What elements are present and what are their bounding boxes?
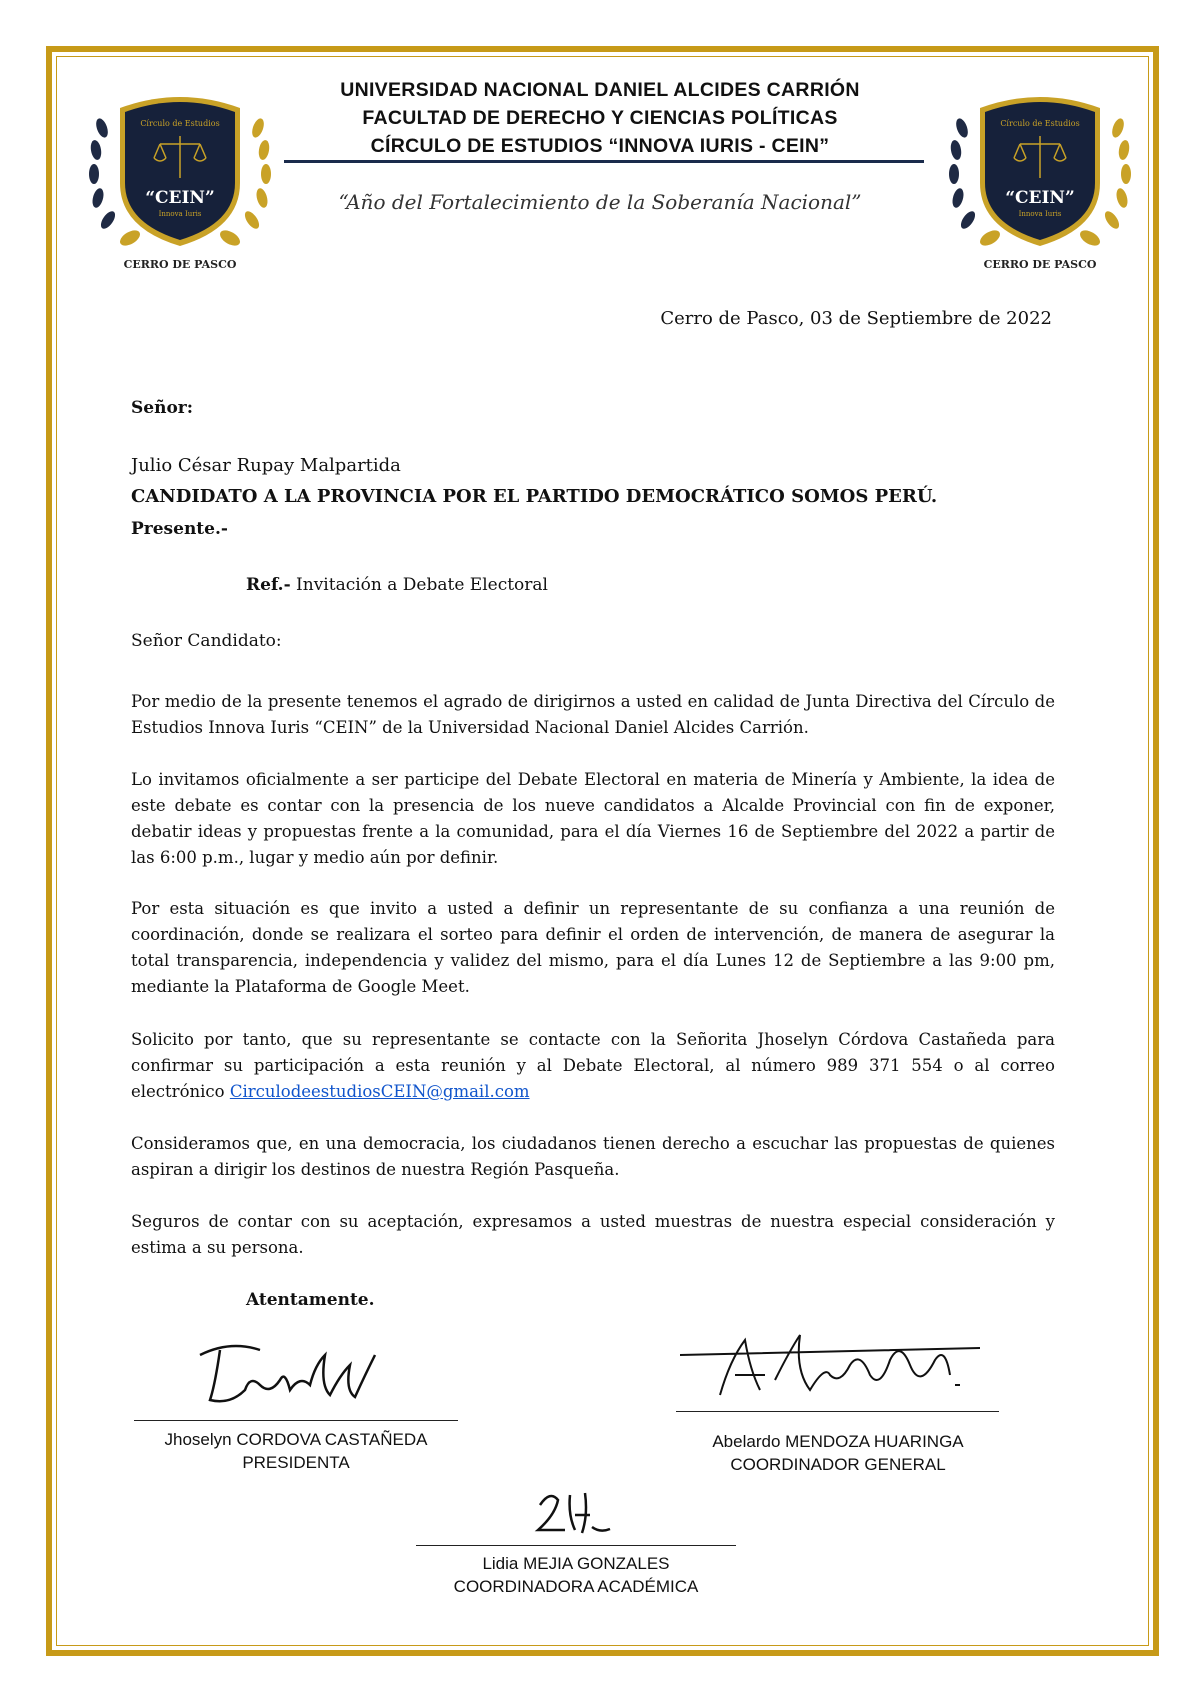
salutation: Señor: [131, 398, 194, 418]
signature-presidenta [190, 1335, 390, 1415]
logo-city-label: CERRO DE PASCO [983, 258, 1097, 271]
signatory-3-name: Lidia MEJIA GONZALES [482, 1554, 670, 1573]
signature-line-3 [416, 1545, 736, 1546]
cein-emblem-icon [80, 88, 280, 258]
signatory-2-name: Abelardo MENDOZA HUARINGA [712, 1432, 964, 1451]
signatory-1 [120, 1428, 472, 1474]
svg-text:Innova Iuris: Innova Iuris [1018, 210, 1062, 218]
logo-city-label: CERRO DE PASCO [123, 258, 237, 271]
recipient-name: Julio César Rupay Malpartida [131, 455, 401, 476]
paragraph-democracy: Consideramos que, en una democracia, los ciudadanos tienen derecho a escuchar las propuestas de quienes aspiran a dirigir los destinos de nuestra Región Pasqueña. [131, 1134, 1055, 1179]
signatory-3 [410, 1552, 742, 1598]
ref-label: Ref.- [246, 575, 291, 595]
paragraph-closing: Seguros de contar con su aceptación, expresamos a usted muestras de nuestra especial consideración y estima a su persona. [131, 1212, 1055, 1257]
svg-text:Círculo de Estudios: Círculo de Estudios [140, 119, 220, 128]
closing-line: Atentamente. [246, 1290, 375, 1310]
university-name: UNIVERSIDAD NACIONAL DANIEL ALCIDES CARRIÓN [340, 79, 860, 101]
signatory-3-role: COORDINADORA ACADÉMICA [453, 1577, 699, 1596]
svg-text:Círculo de Estudios: Círculo de Estudios [1000, 119, 1080, 128]
contact-text: Solicito por tanto, que su representante se contacte con la Señorita Jhoselyn Córdova Castañeda para confirmar su participación a esta reunión y al Debate Electoral, al número 989 371 554 o al correo electrónico [131, 1030, 1055, 1101]
recipient-title: CANDIDATO A LA PROVINCIA POR EL PARTIDO DEMOCRÁTICO SOMOS PERÚ. [131, 486, 938, 507]
signatory-2-role: COORDINADOR GENERAL [730, 1455, 946, 1474]
signature-coordinadora-academica [530, 1485, 620, 1545]
cein-logo-right [940, 88, 1140, 278]
signature-line-2 [676, 1411, 999, 1412]
signature-coordinador-general [680, 1320, 980, 1415]
presente-line: Presente.- [131, 519, 228, 539]
signatory-1-role: PRESIDENTA [242, 1453, 350, 1472]
greeting: Señor Candidato: [131, 631, 282, 651]
svg-text:Innova Iuris: Innova Iuris [158, 210, 202, 218]
signature-line-1 [134, 1420, 458, 1421]
svg-text:“CEIN”: “CEIN” [145, 188, 215, 208]
svg-text:“CEIN”: “CEIN” [1005, 188, 1075, 208]
cein-logo-left [80, 88, 280, 278]
signatory-2 [668, 1430, 1008, 1476]
letter-date: Cerro de Pasco, 03 de Septiembre de 2022 [660, 308, 1052, 329]
signatory-1-name: Jhoselyn CORDOVA CASTAÑEDA [164, 1430, 428, 1449]
circle-name: CÍRCULO DE ESTUDIOS “INNOVA IURIS - CEIN” [370, 135, 830, 157]
paragraph-coordination: Por esta situación es que invito a usted a definir un representante de su confianza a una reunión de coordinación, donde se realizara el sorteo para definir el orden de intervención, de manera de asegurar la total transparencia, independencia y validez del mismo, para el día Lunes 12 de Septiembre a las 9:00 pm, mediante la Plataforma de Google Meet. [131, 899, 1055, 996]
ref-text: Invitación a Debate Electoral [290, 575, 548, 595]
paragraph-intro: Por medio de la presente tenemos el agrado de dirigirnos a usted en calidad de Junta Directiva del Círculo de Estudios Innova Iuris “CEIN” de la Universidad Nacional Daniel Alcides Carrión. [131, 692, 1055, 737]
reference-line [246, 575, 548, 595]
year-motto: “Año del Fortalecimiento de la Soberanía Nacional” [338, 190, 862, 214]
paragraph-contact [131, 1027, 1055, 1105]
cein-emblem-icon [940, 88, 1140, 258]
paragraph-invitation: Lo invitamos oficialmente a ser participe del Debate Electoral en materia de Minería y Ambiente, la idea de este debate es contar con la presencia de los nueve candidatos a Alcalde Provincial con fin de exponer, debatir ideas y propuestas frente a la comunidad, para el día Viernes 16 de Septiembre del 2022 a partir de las 6:00 p.m., lugar y medio aún por definir. [131, 770, 1055, 867]
email-link[interactable]: CirculodeestudiosCEIN@gmail.com [229, 1082, 530, 1101]
faculty-name: FACULTAD DE DERECHO Y CIENCIAS POLÍTICAS [362, 107, 838, 129]
letterhead [270, 76, 930, 160]
header-divider [284, 160, 924, 163]
